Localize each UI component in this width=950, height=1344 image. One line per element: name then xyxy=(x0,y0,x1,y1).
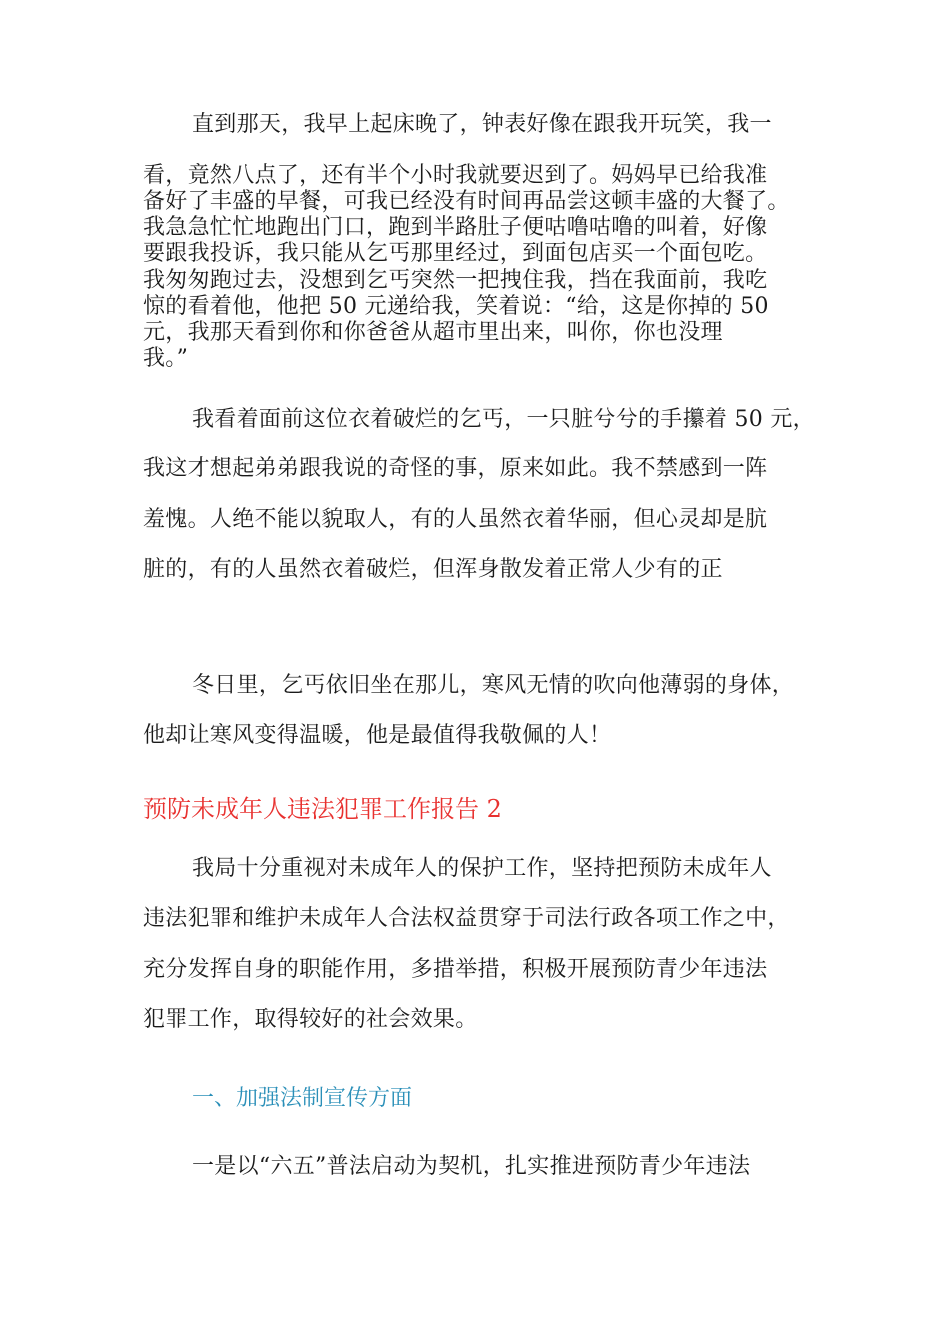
paragraph-line: 备好了丰盛的早餐，可我已经没有时间再品尝这顿丰盛的大餐了。 xyxy=(143,189,790,214)
paragraph-line: 充分发挥自身的职能作用，多措举措，积极开展预防青少年违法 xyxy=(143,957,768,982)
paragraph-line: 我局十分重视对未成年人的保护工作，坚持把预防未成年人 xyxy=(192,856,772,881)
paragraph-line: 羞愧。人绝不能以貌取人，有的人虽然衣着华丽，但心灵却是肮 xyxy=(143,507,768,532)
paragraph-line: 违法犯罪和维护未成年人合法权益贯穿于司法行政各项工作之中， xyxy=(143,906,790,931)
paragraph-line: 我这才想起弟弟跟我说的奇怪的事，原来如此。我不禁感到一阵 xyxy=(143,456,768,481)
paragraph-line: 直到那天，我早上起床晚了，钟表好像在跟我开玩笑，我一 xyxy=(192,112,772,137)
paragraph-line: 元，我那天看到你和你爸爸从超市里出来，叫你，你也没理 xyxy=(143,320,723,345)
paragraph-line: 我。” xyxy=(143,346,189,371)
paragraph-line: 看，竟然八点了，还有半个小时我就要迟到了。妈妈早已给我准 xyxy=(143,163,768,188)
paragraph-line: 他却让寒风变得温暖，他是最值得我敬佩的人！ xyxy=(143,723,612,748)
paragraph-line: 我看着面前这位衣着破烂的乞丐，一只脏兮兮的手攥着 50 元， xyxy=(192,407,815,432)
paragraph-line: 我急急忙忙地跑出门口，跑到半路肚子便咕噜咕噜的叫着，好像 xyxy=(143,215,768,240)
paragraph-line: 我匆匆跑过去，没想到乞丐突然一把拽住我，挡在我面前，我吃 xyxy=(143,268,768,293)
paragraph-line: 一是以“六五”普法启动为契机，扎实推进预防青少年违法 xyxy=(192,1154,751,1179)
paragraph-line: 冬日里，乞丐依旧坐在那儿，寒风无情的吹向他薄弱的身体， xyxy=(192,673,795,698)
paragraph-line: 脏的，有的人虽然衣着破烂，但浑身散发着正常人少有的正 xyxy=(143,557,723,582)
subsection-title: 一、加强法制宣传方面 xyxy=(192,1086,413,1111)
section-title: 预防未成年人违法犯罪工作报告 2 xyxy=(143,795,502,823)
paragraph-line: 犯罪工作，取得较好的社会效果。 xyxy=(143,1007,478,1032)
paragraph-line: 惊的看着他，他把 50 元递给我，笑着说：“给，这是你掉的 50 xyxy=(143,294,769,319)
paragraph-line: 要跟我投诉，我只能从乞丐那里经过，到面包店买一个面包吃。 xyxy=(143,241,768,266)
